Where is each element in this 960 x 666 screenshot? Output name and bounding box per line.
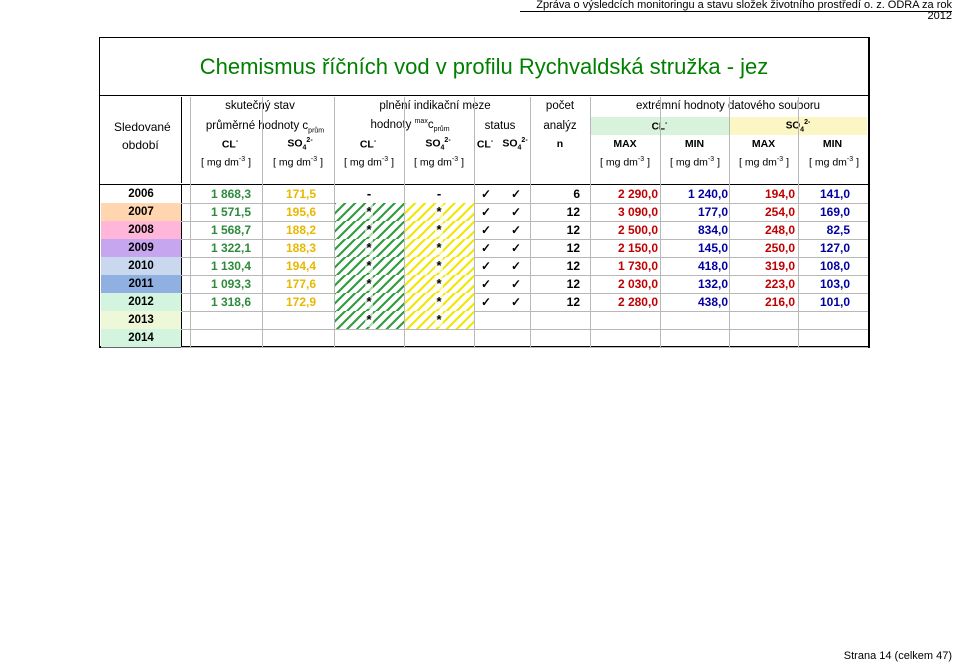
cell-status-cl — [474, 311, 498, 329]
cell-so4-max: 248,0 — [764, 223, 795, 237]
cell-cl-max: 2 500,0 — [617, 223, 658, 237]
cell-cl-value: 1 322,1 — [210, 241, 251, 255]
cell-so4-min: 169,0 — [819, 205, 850, 219]
row-year: 2006 — [101, 185, 181, 203]
cell-so4-min: 108,0 — [819, 259, 850, 273]
cell-status-cl: ✓ — [480, 277, 492, 291]
cell-cl-min: 438,0 — [697, 295, 728, 309]
cell-cl-value: 1 568,7 — [210, 223, 251, 237]
row-year: 2012 — [101, 293, 181, 311]
cell-cl-max: 2 030,0 — [617, 277, 658, 291]
unit-label: [ mg $dm^{-3}$ ] — [599, 156, 650, 169]
cell-plneni-cl: * — [334, 257, 404, 275]
cell-cl-value: 1 868,3 — [210, 187, 251, 201]
unit-label: [ mg $dm^{-3}$ ] — [738, 156, 789, 169]
cell-n: 12 — [566, 259, 580, 273]
cell-n: 12 — [566, 295, 580, 309]
cell-so4-max — [729, 311, 795, 329]
cell-so4-min: 101,0 — [819, 295, 850, 309]
cell-plneni-so4: * — [404, 203, 474, 221]
header-cl-max: MAX — [613, 138, 637, 150]
cell-n: 12 — [566, 277, 580, 291]
cell-status-cl: ✓ — [480, 187, 492, 201]
row-year: 2007 — [101, 203, 181, 221]
cell-plneni-cl: * — [334, 311, 404, 329]
header-status: status — [484, 120, 516, 132]
unit-label: [ mg $dm^{-3}$ ] — [200, 156, 251, 169]
cell-plneni-so4: - — [436, 186, 442, 201]
cell-so4-min: 141,0 — [819, 187, 850, 201]
cell-so4-min — [798, 311, 850, 329]
cell-cl-max: 3 090,0 — [617, 205, 658, 219]
cell-cl-min: 132,0 — [697, 277, 728, 291]
row-year: 2014 — [101, 329, 181, 347]
cell-status-cl — [474, 329, 498, 347]
cell-plneni-cl — [334, 329, 404, 347]
cell-so4-value — [255, 311, 320, 329]
cell-plneni-so4: * — [404, 293, 474, 311]
cell-plneni-cl: - — [366, 186, 372, 201]
header-so4-2: $SO_4^{2-}$ — [425, 137, 451, 152]
cell-status-so4: ✓ — [510, 295, 522, 309]
header-cl-1: CL- — [221, 138, 239, 151]
header-hodnoty-max: hodnoty $^{max}c_{prům}$ — [370, 118, 450, 134]
header-plneni: plnění indikační meze — [379, 100, 491, 112]
header-extreme-so4: $SO_4^{2-}$ — [785, 119, 811, 134]
row-year: 2009 — [101, 239, 181, 257]
cell-cl-max — [590, 329, 658, 347]
header-so4-1: $SO_4^{2-}$ — [287, 137, 313, 152]
cell-status-so4: ✓ — [510, 259, 522, 273]
cell-plneni-so4: * — [404, 311, 474, 329]
cell-so4-max: 250,0 — [764, 241, 795, 255]
cell-cl-value — [185, 329, 255, 347]
cell-status-cl: ✓ — [480, 205, 492, 219]
cell-so4-value: 194,4 — [285, 259, 316, 273]
cell-cl-max: 1 730,0 — [617, 259, 658, 273]
header-prumerne-hodnoty: průměrné hodnoty $c_{prům}$ — [205, 120, 325, 135]
cell-cl-value — [185, 311, 255, 329]
cell-cl-min: 834,0 — [697, 223, 728, 237]
cell-cl-min — [660, 311, 728, 329]
cell-n: 12 — [566, 241, 580, 255]
cell-plneni-so4: * — [404, 239, 474, 257]
page-header: Zpráva o výsledcích monitoringu a stavu složek životního prostředí o. z. ODRA za rok 2012 — [520, 0, 952, 12]
cell-so4-min — [798, 329, 850, 347]
cell-cl-min: 145,0 — [697, 241, 728, 255]
page-footer: Strana 14 (celkem 47) — [843, 650, 952, 662]
cell-cl-min: 1 240,0 — [687, 187, 728, 201]
cell-status-so4 — [504, 329, 528, 347]
cell-so4-value: 172,9 — [285, 295, 316, 309]
cell-status-so4: ✓ — [510, 241, 522, 255]
cell-so4-value: 171,5 — [285, 187, 316, 201]
cell-status-cl: ✓ — [480, 241, 492, 255]
cell-cl-max: 2 150,0 — [617, 241, 658, 255]
cell-so4-max: 223,0 — [764, 277, 795, 291]
side-label-obdobi: období — [122, 138, 159, 152]
cell-plneni-cl: * — [334, 203, 404, 221]
cell-status-so4: ✓ — [510, 277, 522, 291]
cell-n — [530, 311, 580, 329]
cell-status-so4: ✓ — [510, 187, 522, 201]
cell-plneni-cl: * — [334, 239, 404, 257]
cell-so4-max: 254,0 — [764, 205, 795, 219]
unit-label: [ mg $dm^{-3}$ ] — [669, 156, 720, 169]
cell-so4-min: 103,0 — [819, 277, 850, 291]
unit-label: [ mg $dm^{-3}$ ] — [808, 156, 859, 169]
cell-cl-value: 1 130,4 — [210, 259, 251, 273]
header-pocet: počet — [545, 100, 575, 112]
cell-so4-value: 177,6 — [285, 277, 316, 291]
cell-plneni-so4: * — [404, 257, 474, 275]
row-year: 2013 — [101, 311, 181, 329]
cell-n: 6 — [573, 187, 580, 201]
cell-so4-max: 319,0 — [764, 259, 795, 273]
cell-cl-value: 1 318,6 — [210, 295, 251, 309]
header-so4-max: MAX — [751, 138, 776, 150]
cell-so4-min: 127,0 — [819, 241, 850, 255]
row-year: 2008 — [101, 221, 181, 239]
cell-plneni-cl: * — [334, 275, 404, 293]
row-year: 2010 — [101, 257, 181, 275]
cell-so4-max — [729, 329, 795, 347]
header-analyz: analýz — [543, 120, 577, 132]
cell-cl-max: 2 290,0 — [617, 187, 658, 201]
cell-cl-value: 1 093,3 — [210, 277, 251, 291]
unit-label: [ mg $dm^{-3}$ ] — [272, 156, 323, 169]
cell-plneni-cl: * — [334, 293, 404, 311]
cell-status-cl: ✓ — [480, 223, 492, 237]
cell-cl-max: 2 280,0 — [617, 295, 658, 309]
row-year: 2011 — [101, 275, 181, 293]
cell-cl-min: 418,0 — [697, 259, 728, 273]
header-so4-3: $SO_4^{2-}$ — [502, 137, 528, 152]
side-label-sledovane: Sledované — [114, 120, 171, 134]
cell-status-cl: ✓ — [480, 259, 492, 273]
cell-status-cl: ✓ — [480, 295, 492, 309]
header-cl-2: CL- — [359, 138, 377, 151]
cell-cl-value: 1 571,5 — [210, 205, 251, 219]
cell-n: 12 — [566, 223, 580, 237]
cell-so4-value: 188,3 — [285, 241, 316, 255]
cell-plneni-so4: * — [404, 221, 474, 239]
cell-so4-min: 82,5 — [826, 223, 850, 237]
header-so4-min: MIN — [822, 138, 843, 150]
header-cl-min: MIN — [684, 138, 705, 150]
cell-cl-max — [590, 311, 658, 329]
header-extreme-cl: CL- — [651, 120, 668, 133]
cell-status-so4: ✓ — [510, 223, 522, 237]
cell-status-so4: ✓ — [510, 205, 522, 219]
unit-label: [ mg $dm^{-3}$ ] — [413, 156, 464, 169]
header-cl-3: CL- — [476, 138, 494, 151]
cell-n — [530, 329, 580, 347]
header-n: n — [556, 138, 564, 150]
page-title: Chemismus říčních vod v profilu Rychvaldská stružka - jez — [100, 38, 868, 96]
cell-so4-value: 188,2 — [285, 223, 316, 237]
cell-so4-max: 194,0 — [764, 187, 795, 201]
cell-cl-min: 177,0 — [697, 205, 728, 219]
cell-so4-value: 195,6 — [285, 205, 316, 219]
cell-so4-max: 216,0 — [764, 295, 795, 309]
header-skutecny-stav: skutečný stav — [225, 100, 295, 112]
header-extremni: extrémní hodnoty datového souboru — [635, 100, 821, 112]
cell-n: 12 — [566, 205, 580, 219]
cell-plneni-so4: * — [404, 275, 474, 293]
cell-cl-min — [660, 329, 728, 347]
cell-plneni-so4 — [404, 329, 474, 347]
unit-label: [ mg $dm^{-3}$ ] — [343, 156, 394, 169]
cell-plneni-cl: * — [334, 221, 404, 239]
cell-so4-value — [255, 329, 320, 347]
cell-status-so4 — [504, 311, 528, 329]
